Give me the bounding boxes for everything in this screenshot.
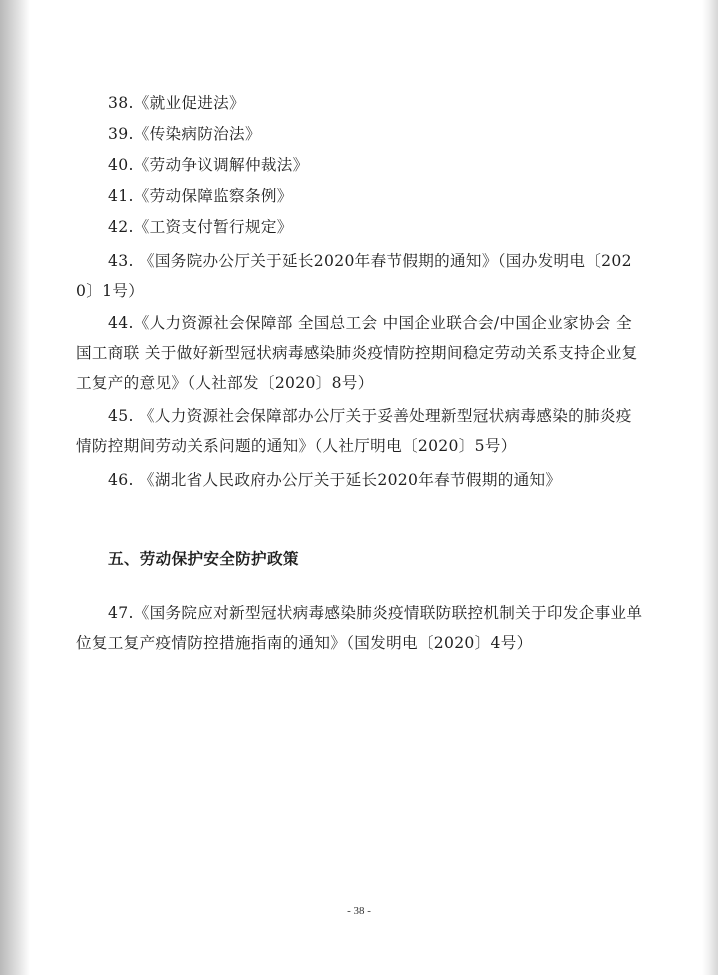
page-number: - 38 - <box>347 905 371 917</box>
list-item-45: 45. 《人力资源社会保障部办公厅关于妥善处理新型冠状病毒感染的肺炎疫情防控期间劳动关系问题的通知》（人社厅明电〔2020〕5号） <box>76 407 632 455</box>
list-item-38: 38.《就业促进法》 <box>108 94 245 112</box>
list-item-47: 47.《国务院应对新型冠状病毒感染肺炎疫情联防联控机制关于印发企事业单位复工复产疫情防控措施指南的通知》（国发明电〔2020〕4号） <box>76 604 643 652</box>
list-item-39: 39.《传染病防治法》 <box>108 125 261 143</box>
page-edge-shadow <box>702 0 718 975</box>
list-item-43: 43. 《国务院办公厅关于延长2020年春节假期的通知》（国办发明电〔2020〕1号） <box>76 252 632 300</box>
section-heading: 五、劳动保护安全防护政策 <box>108 550 299 568</box>
list-item-46: 46. 《湖北省人民政府办公厅关于延长2020年春节假期的通知》 <box>108 471 562 489</box>
list-item-41: 41.《劳动保障监察条例》 <box>108 187 293 205</box>
page-binding-shadow <box>0 0 30 975</box>
list-item-40: 40.《劳动争议调解仲裁法》 <box>108 156 309 174</box>
list-item-44: 44.《人力资源社会保障部 全国总工会 中国企业联合会/中国企业家协会 全国工商联 关于做好新型冠状病毒感染肺炎疫情防控期间稳定劳动关系支持企业复工复产的意见》（人社部发〔2020〕8号） <box>76 314 638 392</box>
list-item-42: 42.《工资支付暂行规定》 <box>108 218 293 236</box>
